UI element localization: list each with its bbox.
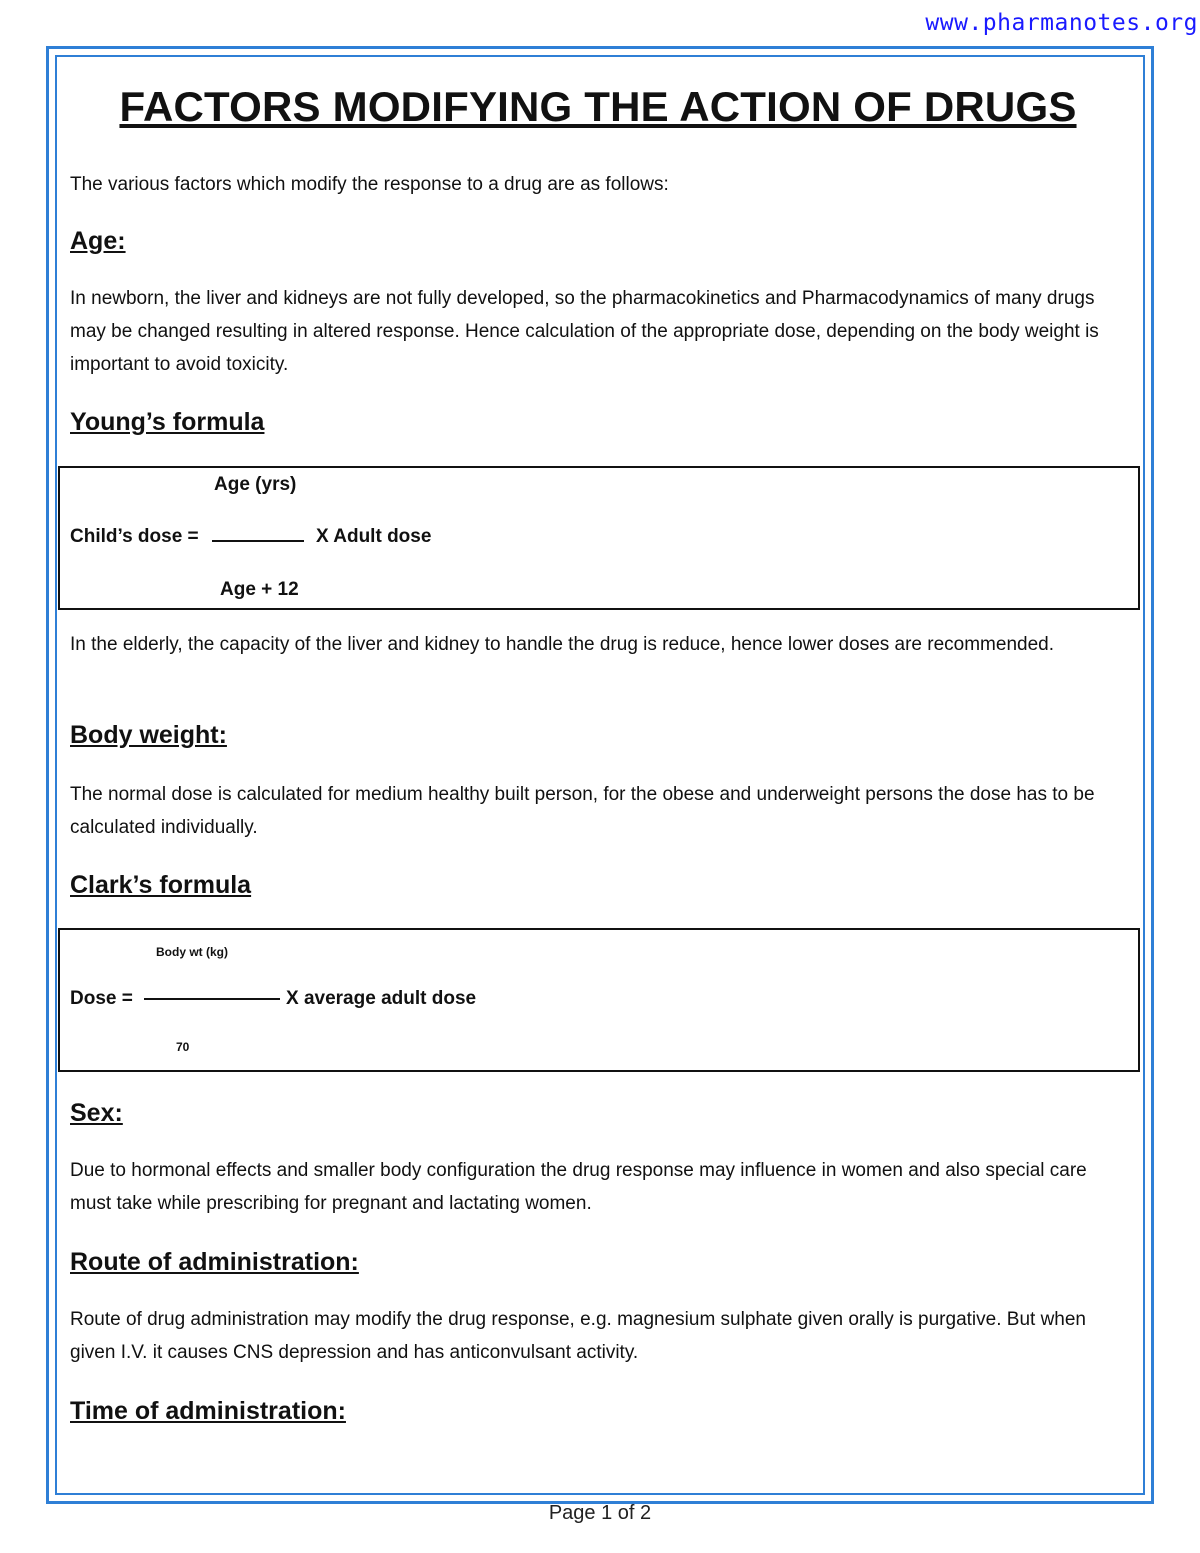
body-weight-paragraph: The normal dose is calculated for medium healthy built person, for the obese and underweight persons the dose has to be calculated individually. bbox=[70, 784, 1095, 838]
clarks-formula-heading: Clark’s formula bbox=[70, 871, 252, 899]
age-heading: Age: bbox=[70, 227, 126, 255]
youngs-denominator: Age + 12 bbox=[220, 579, 299, 600]
clarks-denominator: 70 bbox=[176, 1040, 190, 1054]
sex-heading: Sex: bbox=[70, 1099, 123, 1127]
elderly-paragraph: In the elderly, the capacity of the liver and kidney to handle the drug is reduce, hence lower doses are recommended. bbox=[70, 634, 1055, 655]
route-paragraph: Route of drug administration may modify the drug response, e.g. magnesium sulphate given orally is purgative. But when given I.V. it causes CNS depression and has anticonvulsant activity. bbox=[70, 1309, 1086, 1363]
clarks-fraction-line bbox=[144, 998, 280, 1000]
time-heading: Time of administration: bbox=[70, 1397, 346, 1425]
youngs-rhs: X Adult dose bbox=[316, 526, 432, 547]
youngs-numerator: Age (yrs) bbox=[214, 474, 297, 495]
clarks-rhs: X average adult dose bbox=[286, 988, 477, 1009]
document-body bbox=[70, 80, 1130, 134]
document-title: FACTORS MODIFYING THE ACTION OF DRUGS bbox=[119, 83, 1077, 130]
route-heading: Route of administration: bbox=[70, 1248, 359, 1276]
youngs-formula-heading: Young’s formula bbox=[70, 408, 265, 436]
sex-paragraph: Due to hormonal effects and smaller body configuration the drug response may influence in women and also special care must take while prescribing for pregnant and lactating women. bbox=[70, 1160, 1087, 1214]
clarks-numerator: Body wt (kg) bbox=[156, 945, 228, 959]
clarks-formula-box bbox=[58, 928, 1140, 1072]
body-weight-heading: Body weight: bbox=[70, 721, 227, 749]
youngs-fraction-line bbox=[212, 540, 304, 542]
page-border-inner bbox=[55, 55, 1145, 1495]
intro-text: The various factors which modify the response to a drug are as follows: bbox=[70, 174, 669, 195]
youngs-lhs: Child’s dose = bbox=[70, 526, 199, 547]
clarks-lhs: Dose = bbox=[70, 988, 133, 1009]
page-border bbox=[46, 46, 1154, 1504]
page-number: Page 1 of 2 bbox=[548, 1502, 652, 1524]
youngs-formula-box bbox=[58, 466, 1140, 610]
website-watermark: www.pharmanotes.org bbox=[925, 10, 1198, 36]
age-paragraph: In newborn, the liver and kidneys are not fully developed, so the pharmacokinetics and Pharmacodynamics of many drugs may be changed resulting in altered response. Hence calculation of the appropriate dose, depending on the body weight is important to avoid toxicity. bbox=[70, 288, 1099, 375]
